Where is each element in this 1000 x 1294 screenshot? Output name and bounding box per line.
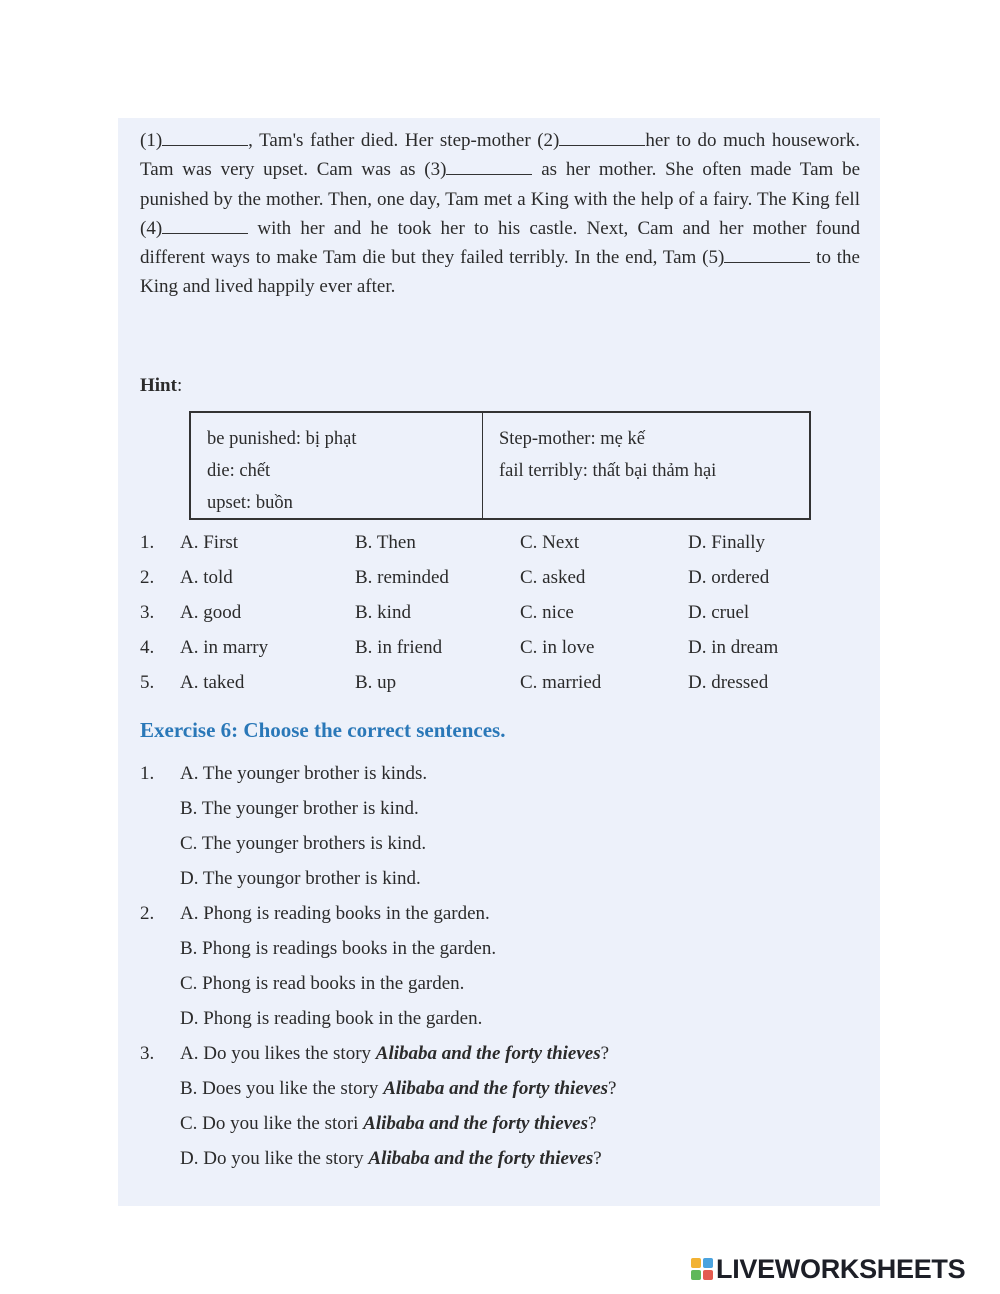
option-b[interactable]: B. reminded bbox=[355, 567, 449, 588]
option-b[interactable]: B. kind bbox=[355, 602, 411, 623]
option-c[interactable]: C. nice bbox=[520, 602, 574, 623]
blank-5[interactable] bbox=[724, 247, 810, 263]
sentence-option[interactable]: A. Phong is reading books in the garden. bbox=[180, 903, 490, 924]
option-a[interactable]: A. told bbox=[180, 567, 233, 588]
question-number: 5. bbox=[140, 672, 155, 693]
option-b[interactable]: B. Then bbox=[355, 532, 416, 553]
sentence-option[interactable]: A. The younger brother is kinds. bbox=[180, 763, 428, 784]
hint-box bbox=[189, 411, 811, 520]
hint-item: die: chết bbox=[207, 461, 271, 481]
option-a[interactable]: A. First bbox=[180, 532, 239, 553]
hint-column-left bbox=[191, 413, 483, 518]
logo-icon bbox=[691, 1258, 713, 1280]
blank-2[interactable] bbox=[559, 130, 645, 146]
option-c[interactable]: C. in love bbox=[520, 637, 595, 658]
blank-4[interactable] bbox=[162, 218, 248, 234]
question-number: 1. bbox=[140, 763, 155, 784]
passage-text: to the King and lived happily ever after. bbox=[140, 247, 860, 298]
question-number: 1. bbox=[140, 532, 155, 553]
sentence-option[interactable]: D. The youngor brother is kind. bbox=[180, 868, 421, 889]
passage-text: , Tam's father died. Her step-mother (2) bbox=[248, 130, 560, 151]
exercise-6-title: Exercise 6: Choose the correct sentences. bbox=[140, 718, 506, 742]
option-d[interactable]: D. cruel bbox=[688, 602, 750, 623]
sentence-option[interactable]: C. The younger brothers is kind. bbox=[180, 833, 427, 854]
story-passage bbox=[140, 126, 860, 302]
hint-item: be punished: bị phạt bbox=[207, 429, 357, 449]
question-number: 2. bbox=[140, 903, 155, 924]
hint-item: upset: buồn bbox=[207, 493, 293, 513]
option-a[interactable]: A. good bbox=[180, 602, 242, 623]
blank-1[interactable] bbox=[162, 130, 248, 146]
sentence-option[interactable]: B. The younger brother is kind. bbox=[180, 798, 419, 819]
hint-column-right bbox=[483, 413, 716, 518]
sentence-option[interactable]: B. Does you like the story Alibaba and the forty thieves? bbox=[180, 1078, 617, 1099]
option-d[interactable]: D. ordered bbox=[688, 567, 770, 588]
option-c[interactable]: C. asked bbox=[520, 567, 586, 588]
sentence-option[interactable]: C. Do you like the stori Alibaba and the forty thieves? bbox=[180, 1113, 597, 1134]
question-number: 3. bbox=[140, 1043, 155, 1064]
option-c[interactable]: C. married bbox=[520, 672, 602, 693]
liveworksheets-logo[interactable] bbox=[691, 1252, 965, 1286]
hint-item: Step-mother: mẹ kế bbox=[499, 429, 645, 449]
option-b[interactable]: B. up bbox=[355, 672, 397, 693]
passage-text: with her and he took her to his castle. Next, Cam and her mother found different ways to make Tam die but they failed terribly. In the end, Tam (5) bbox=[140, 217, 860, 269]
passage-text: her to do much housework. Tam was very upset. Cam was as (3) bbox=[140, 130, 860, 181]
sentence-option[interactable]: C. Phong is read books in the garden. bbox=[180, 973, 465, 994]
sentence-option[interactable]: D. Phong is reading book in the garden. bbox=[180, 1008, 483, 1029]
sentence-option[interactable]: B. Phong is readings books in the garden. bbox=[180, 938, 497, 959]
option-a[interactable]: A. in marry bbox=[180, 637, 269, 658]
hint-label: Hint: bbox=[140, 375, 183, 396]
sentence-option[interactable]: A. Do you likes the story Alibaba and the forty thieves? bbox=[180, 1043, 610, 1064]
option-d[interactable]: D. in dream bbox=[688, 637, 779, 658]
option-c[interactable]: C. Next bbox=[520, 532, 580, 553]
question-number: 3. bbox=[140, 602, 155, 623]
question-number: 4. bbox=[140, 637, 155, 658]
worksheet-page bbox=[118, 118, 880, 1206]
option-a[interactable]: A. taked bbox=[180, 672, 245, 693]
sentence-option[interactable]: D. Do you like the story Alibaba and the forty thieves? bbox=[180, 1148, 602, 1169]
question-number: 2. bbox=[140, 567, 155, 588]
blank-3[interactable] bbox=[446, 159, 532, 175]
logo-text: LIVEWORKSHEETS bbox=[716, 1253, 966, 1284]
option-b[interactable]: B. in friend bbox=[355, 637, 443, 658]
hint-item: fail terribly: thất bại thảm hại bbox=[499, 461, 717, 481]
passage-text: as her mother. She often made Tam be punished by the mother. Then, one day, Tam met a King with the help of a fairy. The King fell (4) bbox=[140, 159, 860, 239]
option-d[interactable]: D. Finally bbox=[688, 532, 766, 553]
option-d[interactable]: D. dressed bbox=[688, 672, 769, 693]
passage-text: (1) bbox=[140, 130, 163, 151]
